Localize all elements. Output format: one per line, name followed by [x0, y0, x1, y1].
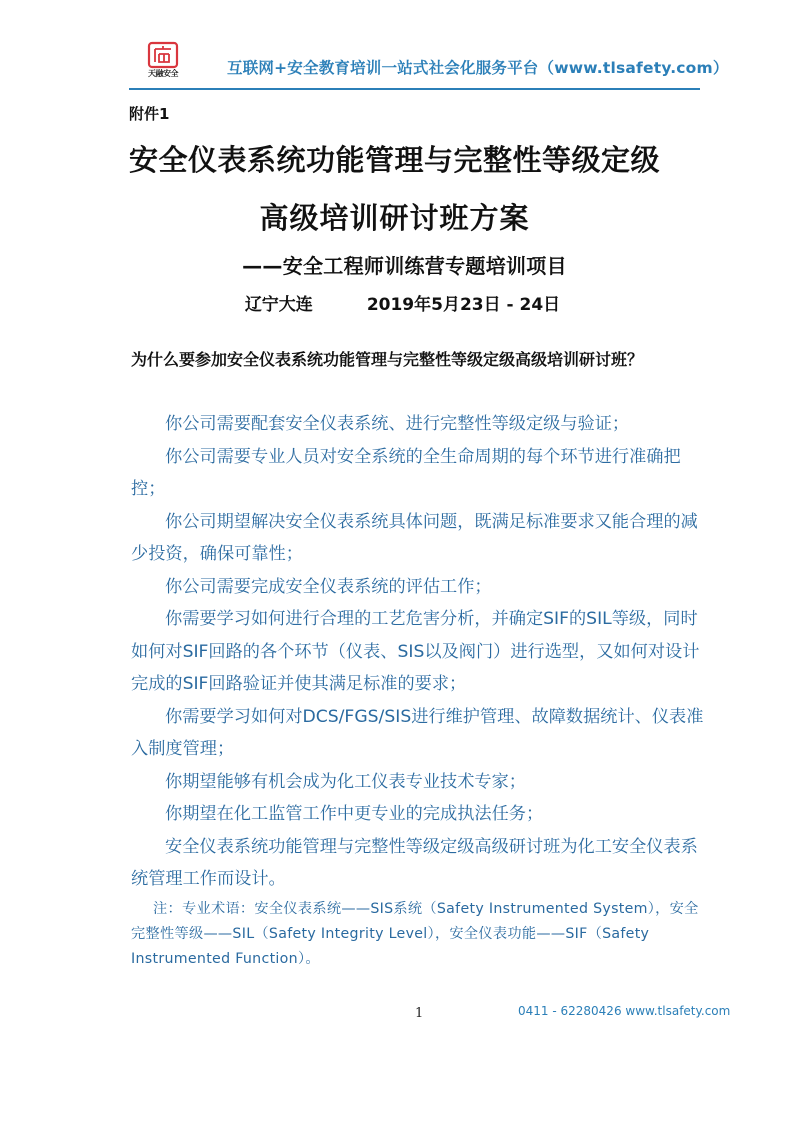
list-item: 安全仪表系统功能管理与完整性等级定级高级研讨班为化工安全仪表系统管理工作而设计。 — [131, 836, 698, 889]
list-item: 你公司需要配套安全仪表系统、进行完整性等级定级与验证； — [165, 414, 630, 434]
header-divider — [129, 88, 700, 90]
location: 辽宁大连 — [244, 295, 313, 315]
logo-text: 天融安全 — [148, 69, 178, 78]
document-title-line1: 安全仪表系统功能管理与完整性等级定级 — [128, 143, 660, 177]
location-date-line — [8, 290, 789, 315]
platform-header: 互联网+安全教育培训一站式社会化服务平台（www.tlsafety.com） — [227, 59, 729, 77]
section-question: 为什么要参加安全仪表系统功能管理与完整性等级定级高级培训研讨班？ — [131, 350, 644, 369]
reason-list — [131, 408, 711, 896]
list-item: 你期望在化工监管工作中更专业的完成执法任务； — [165, 804, 544, 824]
list-item: 你公司需要专业人员对安全系统的全生命周期的每个环节进行准确把控； — [131, 446, 681, 499]
terminology-note: 注：专业术语：安全仪表系统——SIS系统（Safety Instrumented System），安全完整性等级——SIL（Safety Integrity Level），安全仪表功能——SIF（Safety Instrumented Function）。 — [131, 901, 699, 967]
company-logo — [141, 40, 185, 82]
list-item: 你公司期望解决安全仪表系统具体问题，既满足标准要求又能合理的减少投资，确保可靠性； — [131, 511, 698, 564]
page-number: 1 — [415, 1006, 424, 1021]
list-item: 你需要学习如何对DCS/FGS/SIS进行维护管理、故障数据统计、仪表准入制度管理； — [131, 706, 704, 759]
document-title-line2: 高级培训研讨班方案 — [259, 201, 530, 235]
event-date: 2019年5月23日 - 24日 — [366, 295, 561, 315]
attachment-label: 附件1 — [129, 105, 170, 123]
list-item: 你期望能够有机会成为化工仪表专业技术专家； — [165, 771, 526, 792]
footer-contact: 0411 - 62280426 www.tlsafety.com — [518, 1004, 731, 1018]
list-item: 你公司需要完成安全仪表系统的评估工作； — [165, 576, 492, 597]
logo-icon — [141, 40, 185, 70]
list-item: 你需要学习如何进行合理的工艺危害分析，并确定SIF的SIL等级，同时如何对SIF回路的各个环节（仪表、SIS以及阀门）进行选型，又如何对设计完成的SIF回路验证并使其满足标准的要求； — [131, 609, 700, 694]
document-subtitle: ——安全工程师训练营专题培训项目 — [242, 254, 567, 278]
